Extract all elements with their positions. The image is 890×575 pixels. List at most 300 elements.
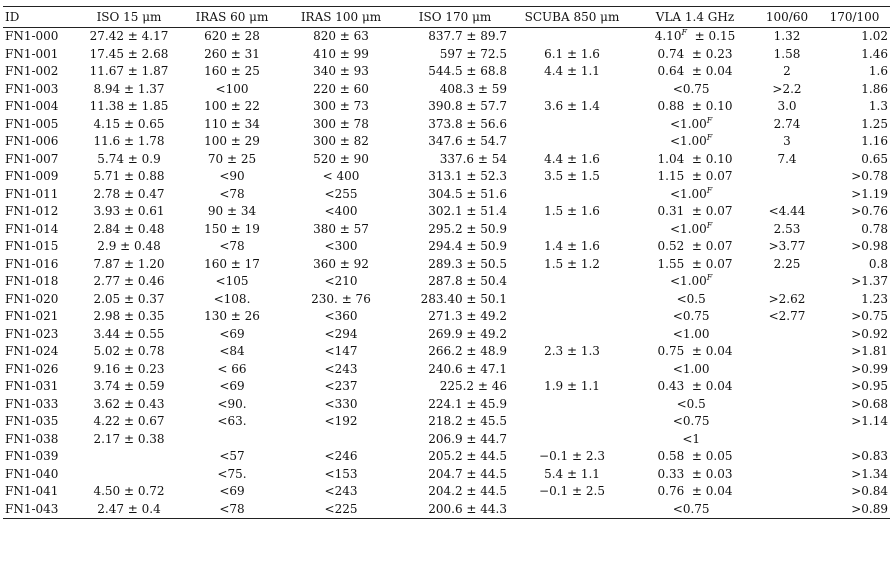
cell-iras60: <69 — [219, 326, 245, 341]
cell-id: FN1-023 — [5, 326, 59, 341]
cell-ratio-100-60 — [755, 343, 819, 361]
cell-iso15: 2.9 ± 0.48 — [97, 239, 161, 253]
vla-value: <0.5 — [676, 396, 706, 411]
cell-iso15: 27.42 ± 4.17 — [89, 29, 169, 43]
cell-vla14 — [635, 501, 755, 519]
cell-scuba850: 1.9 ± 1.1 — [544, 379, 600, 393]
vla-error: ± 0.07 — [691, 204, 733, 218]
cell-ratio-170-100: 1.16 — [861, 134, 888, 148]
vla-error: ± 0.10 — [691, 99, 733, 113]
cell-ratio-100-60: 3.0 — [777, 99, 797, 113]
vla-flag: F — [706, 133, 713, 142]
cell-iras60: 130 ± 26 — [204, 309, 260, 323]
cell-iso170: 373.8 ± 56.6 — [428, 116, 507, 131]
cell-iras100: < 400 — [322, 169, 360, 183]
cell-iso170: 271.3 ± 49.2 — [428, 309, 507, 323]
cell-iras60: <108. — [213, 291, 251, 306]
cell-id: FN1-039 — [5, 449, 59, 463]
cell-ratio-100-60: 2.74 — [773, 116, 801, 131]
cell-id: FN1-011 — [5, 186, 59, 201]
table-row — [3, 151, 890, 169]
cell-iras100: <294 — [324, 326, 358, 341]
cell-scuba850 — [509, 501, 635, 519]
cell-iso170: 204.7 ± 44.5 — [428, 466, 507, 481]
cell-iras100: <360 — [324, 309, 358, 323]
cell-vla14 — [635, 116, 755, 134]
cell-vla14 — [635, 98, 755, 116]
cell-id: FN1-035 — [5, 414, 59, 428]
cell-vla14 — [635, 448, 755, 466]
vla-error: ± 0.04 — [691, 344, 733, 358]
cell-iso170: 269.9 ± 49.2 — [428, 326, 507, 341]
cell-vla14 — [635, 378, 755, 396]
table-row — [3, 308, 890, 326]
cell-ratio-100-60: >2.2 — [772, 81, 802, 96]
cell-iras100: 300 ± 73 — [313, 99, 369, 113]
table-row — [3, 396, 890, 414]
cell-ratio-100-60: >3.77 — [768, 239, 806, 253]
cell-ratio-100-60: 1.58 — [773, 46, 801, 61]
cell-id: FN1-000 — [5, 29, 59, 43]
cell-id: FN1-041 — [5, 484, 59, 498]
vla-value: 0.75 — [657, 344, 685, 358]
cell-iso170: 240.6 ± 47.1 — [428, 361, 507, 376]
cell-iras60: <57 — [219, 449, 245, 463]
cell-ratio-170-100: 0.65 — [861, 151, 888, 166]
col-header-vla14: VLA 1.4 GHz — [635, 7, 755, 28]
cell-iras100: <243 — [324, 484, 358, 498]
cell-scuba850 — [509, 186, 635, 204]
vla-value: 0.74 — [657, 46, 685, 61]
cell-iras60: 110 ± 34 — [204, 116, 260, 131]
cell-iras100: 340 ± 93 — [313, 64, 369, 78]
cell-ratio-100-60: 7.4 — [777, 151, 797, 166]
cell-vla14 — [635, 168, 755, 186]
cell-iras60: 620 ± 28 — [204, 29, 260, 43]
cell-ratio-170-100: >1.19 — [851, 186, 888, 201]
cell-iras60: 150 ± 19 — [204, 221, 260, 236]
cell-iso170: 295.2 ± 50.9 — [428, 221, 507, 236]
cell-ratio-170-100: 1.6 — [868, 64, 888, 78]
cell-scuba850 — [509, 396, 635, 414]
cell-ratio-170-100 — [819, 431, 890, 449]
cell-scuba850: 6.1 ± 1.6 — [544, 46, 600, 61]
vla-value: <0.5 — [676, 291, 706, 306]
cell-iso170: 287.8 ± 50.4 — [428, 274, 507, 288]
cell-iras60: <63. — [217, 414, 247, 428]
col-header-ratio-100-60: 100/60 — [755, 7, 819, 28]
cell-iso15 — [75, 466, 183, 484]
cell-iras100: 300 ± 82 — [313, 134, 369, 148]
cell-vla14 — [635, 186, 755, 204]
cell-ratio-100-60: 2.25 — [773, 256, 801, 271]
table-row — [3, 186, 890, 204]
cell-scuba850: −0.1 ± 2.5 — [539, 484, 605, 498]
cell-iras60: 70 ± 25 — [207, 151, 257, 166]
cell-vla14 — [635, 151, 755, 169]
cell-id: FN1-009 — [5, 169, 59, 183]
cell-ratio-100-60 — [755, 413, 819, 431]
vla-flag: F — [706, 115, 713, 125]
cell-ratio-170-100: 0.8 — [868, 256, 888, 271]
cell-ratio-170-100: >1.34 — [851, 466, 888, 481]
table-row — [3, 46, 890, 64]
table-row — [3, 133, 890, 151]
col-header-iso170: ISO 170 μm — [401, 7, 509, 28]
cell-id: FN1-021 — [5, 309, 59, 323]
cell-iras100: 230. ± 76 — [311, 291, 371, 306]
cell-iso170: 597 ± 72.5 — [439, 46, 507, 61]
cell-ratio-170-100: >0.68 — [851, 396, 888, 411]
cell-scuba850 — [509, 361, 635, 379]
cell-iras100: <300 — [324, 239, 358, 253]
table-row — [3, 466, 890, 484]
table-row — [3, 413, 890, 431]
cell-iras60: 100 ± 29 — [204, 134, 260, 148]
cell-iras100: <237 — [324, 379, 358, 393]
cell-iso170: 837.7 ± 89.7 — [428, 29, 507, 43]
cell-id: FN1-006 — [5, 134, 59, 148]
cell-iras60 — [183, 431, 281, 449]
vla-value: 0.58 — [657, 449, 685, 463]
cell-ratio-100-60 — [755, 431, 819, 449]
cell-iras60: <90 — [219, 169, 245, 183]
cell-iso170: 302.1 ± 51.4 — [428, 204, 507, 218]
cell-vla14 — [635, 46, 755, 64]
cell-vla14 — [635, 238, 755, 256]
cell-iso15: 3.44 ± 0.55 — [93, 326, 165, 341]
table-row — [3, 256, 890, 274]
vla-value: 0.52 — [657, 239, 685, 253]
cell-iso15: 2.98 ± 0.35 — [93, 309, 165, 323]
cell-vla14 — [635, 291, 755, 309]
cell-iso170: 206.9 ± 44.7 — [428, 431, 507, 446]
vla-value: <1.00 — [670, 134, 707, 148]
cell-vla14 — [635, 431, 755, 449]
cell-ratio-100-60: <4.44 — [768, 204, 806, 218]
cell-scuba850 — [509, 308, 635, 326]
cell-iras60: 90 ± 34 — [207, 204, 257, 218]
vla-error: ± 0.05 — [691, 449, 733, 463]
table-row — [3, 326, 890, 344]
cell-vla14 — [635, 221, 755, 239]
cell-ratio-170-100: >0.98 — [851, 239, 888, 253]
cell-id: FN1-016 — [5, 256, 59, 271]
cell-ratio-170-100: >0.89 — [819, 501, 890, 519]
vla-value: 0.31 — [657, 204, 685, 218]
cell-iso15: 2.78 ± 0.47 — [93, 186, 165, 201]
cell-iso15: 4.50 ± 0.72 — [93, 484, 165, 498]
photometry-table — [3, 6, 890, 519]
cell-iras60: <105 — [215, 274, 249, 288]
cell-ratio-100-60: <2.77 — [768, 309, 806, 323]
cell-ratio-100-60: >2.62 — [768, 291, 806, 306]
vla-error: ± 0.07 — [691, 239, 733, 253]
vla-value: <1.00 — [670, 221, 707, 236]
cell-iso15: 2.05 ± 0.37 — [93, 291, 165, 306]
table-row — [3, 203, 890, 221]
col-header-scuba850: SCUBA 850 μm — [509, 7, 635, 28]
cell-iso170: 224.1 ± 45.9 — [428, 396, 507, 411]
table-row — [3, 273, 890, 291]
cell-scuba850 — [509, 133, 635, 151]
cell-id: FN1-003 — [5, 81, 59, 96]
cell-vla14 — [635, 326, 755, 344]
vla-value: 0.33 — [657, 466, 685, 481]
cell-scuba850 — [509, 81, 635, 99]
cell-vla14 — [635, 396, 755, 414]
cell-ratio-100-60 — [755, 273, 819, 291]
cell-ratio-170-100: >0.95 — [851, 379, 888, 393]
cell-iras60: <90. — [217, 396, 247, 411]
cell-iras100: 520 ± 90 — [313, 151, 369, 166]
cell-iso15: 2.17 ± 0.38 — [93, 431, 165, 446]
table-row — [3, 221, 890, 239]
col-header-ratio-170-100: 170/100 — [819, 7, 890, 28]
cell-id: FN1-024 — [5, 344, 59, 358]
cell-iras100: 820 ± 63 — [313, 29, 369, 43]
vla-value: <1 — [682, 431, 701, 446]
vla-value: <1.00 — [670, 186, 707, 201]
col-header-iras100: IRAS 100 μm — [281, 7, 401, 28]
cell-scuba850: 1.5 ± 1.2 — [544, 256, 600, 271]
cell-iso170: 289.3 ± 50.5 — [428, 256, 507, 271]
cell-id: FN1-007 — [5, 151, 59, 166]
cell-ratio-170-100: 0.78 — [861, 221, 888, 236]
cell-iras60: <69 — [219, 379, 245, 393]
cell-id: FN1-015 — [5, 239, 59, 253]
cell-iso170: 347.6 ± 54.7 — [428, 134, 507, 148]
cell-iras60: <78 — [219, 186, 245, 201]
cell-ratio-170-100: 1.3 — [868, 99, 888, 113]
vla-value: <1.00 — [672, 326, 710, 341]
cell-id: FN1-038 — [5, 431, 59, 446]
cell-vla14 — [635, 63, 755, 81]
cell-iras60: < 66 — [217, 361, 247, 376]
vla-error: ± 0.15 — [694, 29, 736, 43]
vla-value: 0.76 — [657, 484, 685, 498]
cell-iras100: <225 — [281, 501, 401, 519]
cell-iras60: <78 — [219, 239, 245, 253]
cell-iso15: 3.74 ± 0.59 — [93, 379, 165, 393]
col-header-iras60: IRAS 60 μm — [183, 7, 281, 28]
cell-ratio-170-100: 1.02 — [861, 29, 888, 43]
cell-scuba850: 4.4 ± 1.1 — [544, 64, 600, 78]
table-row — [3, 291, 890, 309]
cell-scuba850: −0.1 ± 2.3 — [539, 449, 605, 463]
cell-ratio-170-100: >0.92 — [851, 326, 888, 341]
cell-id: FN1-004 — [5, 99, 59, 113]
vla-value: 1.15 — [657, 169, 685, 183]
table-row — [3, 343, 890, 361]
cell-id: FN1-012 — [5, 204, 59, 218]
cell-iras60: <75. — [217, 466, 247, 481]
table-row — [3, 238, 890, 256]
cell-iso15: 5.02 ± 0.78 — [93, 344, 165, 358]
vla-error: ± 0.04 — [691, 484, 733, 498]
vla-value: <0.75 — [672, 81, 710, 96]
cell-iso15: 17.45 ± 2.68 — [89, 46, 169, 61]
cell-iso170: 266.2 ± 48.9 — [428, 344, 507, 358]
vla-value: 1.04 — [657, 151, 685, 166]
cell-iso15: 3.62 ± 0.43 — [93, 396, 165, 411]
cell-id: FN1-031 — [5, 379, 59, 393]
table-row — [3, 168, 890, 186]
cell-id: FN1-018 — [5, 274, 59, 288]
cell-ratio-100-60 — [755, 378, 819, 396]
cell-id: FN1-005 — [5, 116, 59, 131]
vla-error: ± 0.03 — [691, 466, 733, 481]
cell-ratio-170-100: >0.75 — [851, 309, 888, 323]
cell-ratio-170-100: >0.76 — [851, 204, 888, 218]
cell-iso170: 225.2 ± 46 — [439, 379, 507, 393]
cell-id: FN1-040 — [5, 466, 59, 481]
vla-error: ± 0.07 — [691, 256, 733, 271]
vla-value: <1.00 — [670, 274, 707, 288]
cell-scuba850 — [509, 326, 635, 344]
cell-id: FN1-002 — [5, 64, 59, 78]
vla-error: ± 0.04 — [691, 64, 733, 78]
cell-iso15: 5.74 ± 0.9 — [97, 151, 161, 166]
cell-id: FN1-026 — [5, 361, 59, 376]
cell-iras100: <153 — [324, 466, 358, 481]
cell-iras100: <400 — [324, 204, 358, 218]
cell-ratio-100-60 — [755, 501, 819, 519]
vla-value: <0.75 — [672, 414, 710, 428]
cell-iso170: 218.2 ± 45.5 — [428, 414, 507, 428]
cell-vla14 — [635, 308, 755, 326]
col-header-id: ID — [3, 7, 75, 28]
cell-iso170: 337.6 ± 54 — [439, 151, 507, 166]
vla-value: 1.55 — [657, 256, 685, 271]
cell-iras100: <330 — [324, 396, 358, 411]
cell-vla14 — [635, 343, 755, 361]
cell-ratio-170-100: >0.83 — [851, 449, 888, 463]
table-row — [3, 361, 890, 379]
cell-vla14 — [635, 81, 755, 99]
cell-scuba850 — [509, 413, 635, 431]
cell-iso15: 2.84 ± 0.48 — [93, 221, 165, 236]
cell-iras100: <246 — [324, 449, 358, 463]
cell-scuba850 — [509, 431, 635, 449]
cell-scuba850: 4.4 ± 1.6 — [544, 151, 600, 166]
cell-ratio-170-100: 1.23 — [861, 291, 888, 306]
table-row — [3, 81, 890, 99]
cell-vla14 — [635, 256, 755, 274]
vla-flag: F — [681, 28, 688, 37]
table-row — [3, 116, 890, 134]
col-header-iso15: ISO 15 μm — [75, 7, 183, 28]
cell-ratio-100-60 — [755, 168, 819, 186]
cell-iso15: 11.67 ± 1.87 — [89, 64, 169, 78]
cell-iras100: 360 ± 92 — [313, 256, 369, 271]
cell-scuba850: 3.6 ± 1.4 — [544, 99, 600, 113]
cell-iso170: 408.3 ± 59 — [439, 81, 507, 96]
table-row — [3, 98, 890, 116]
cell-iso15: 2.47 ± 0.4 — [75, 501, 183, 519]
cell-iso170: 304.5 ± 51.6 — [428, 186, 507, 201]
cell-scuba850: 1.4 ± 1.6 — [544, 239, 600, 253]
cell-iras100: <255 — [324, 186, 358, 201]
cell-iras100 — [281, 431, 401, 449]
cell-iras100: <192 — [324, 414, 358, 428]
header-row — [3, 7, 890, 28]
cell-iras100: <210 — [324, 274, 358, 288]
cell-vla14 — [635, 273, 755, 291]
vla-value: 0.43 — [657, 379, 685, 393]
vla-flag: F — [706, 273, 713, 282]
cell-iso170: 313.1 ± 52.3 — [428, 169, 507, 183]
cell-iso170: 390.8 ± 57.7 — [428, 99, 507, 113]
cell-ratio-100-60 — [755, 186, 819, 204]
table-row — [3, 378, 890, 396]
cell-iras60: <100 — [215, 81, 249, 96]
cell-ratio-170-100: 1.46 — [861, 46, 888, 61]
cell-iso15: 11.6 ± 1.78 — [93, 134, 165, 148]
cell-iso15: 9.16 ± 0.23 — [93, 361, 165, 376]
vla-value: <0.75 — [672, 501, 710, 516]
cell-iso170: 205.2 ± 44.5 — [428, 449, 507, 463]
cell-id: FN1-014 — [5, 221, 59, 236]
cell-iso15: 5.71 ± 0.88 — [93, 169, 165, 183]
cell-iso170: 204.2 ± 44.5 — [428, 484, 507, 498]
cell-scuba850: 2.3 ± 1.3 — [544, 344, 600, 358]
cell-iso15: 3.93 ± 0.61 — [93, 204, 165, 218]
cell-ratio-100-60 — [755, 448, 819, 466]
cell-iso15 — [75, 448, 183, 466]
cell-iso170: 294.4 ± 50.9 — [428, 239, 507, 253]
cell-iras60: <78 — [183, 501, 281, 519]
data-table-container — [3, 6, 888, 519]
vla-value: <1.00 — [670, 116, 707, 131]
vla-value: 0.64 — [657, 64, 685, 78]
cell-vla14 — [635, 133, 755, 151]
cell-ratio-170-100: >0.99 — [851, 361, 888, 376]
cell-iras60: <69 — [219, 484, 245, 498]
cell-scuba850: 5.4 ± 1.1 — [544, 466, 600, 481]
cell-scuba850 — [509, 291, 635, 309]
cell-iras100: 300 ± 78 — [313, 116, 369, 131]
vla-error: ± 0.07 — [691, 169, 733, 183]
cell-ratio-100-60: 3 — [783, 134, 791, 148]
cell-vla14 — [635, 466, 755, 484]
cell-ratio-170-100: >1.37 — [851, 274, 888, 288]
cell-ratio-170-100: >1.14 — [851, 414, 888, 428]
vla-value: 4.10 — [654, 29, 682, 43]
cell-ratio-100-60: 1.32 — [773, 29, 801, 43]
cell-vla14 — [635, 483, 755, 501]
cell-iras60: 100 ± 22 — [204, 99, 260, 113]
table-row — [3, 431, 890, 449]
cell-iso15: 4.22 ± 0.67 — [93, 414, 165, 428]
cell-ratio-100-60 — [755, 326, 819, 344]
cell-ratio-100-60: 2.53 — [773, 221, 801, 236]
cell-iso170: 283.40 ± 50.1 — [420, 291, 507, 306]
table-row — [3, 501, 890, 519]
table-row — [3, 63, 890, 81]
vla-value: <1.00 — [672, 361, 710, 376]
cell-vla14 — [635, 28, 755, 46]
cell-ratio-100-60 — [755, 361, 819, 379]
cell-iras100: <147 — [324, 344, 358, 358]
vla-flag: F — [706, 220, 713, 230]
cell-scuba850 — [509, 221, 635, 239]
cell-ratio-170-100: >0.78 — [851, 169, 888, 183]
cell-iso15: 11.38 ± 1.85 — [89, 99, 169, 113]
cell-scuba850: 1.5 ± 1.6 — [544, 204, 600, 218]
vla-flag: F — [706, 185, 713, 195]
cell-vla14 — [635, 203, 755, 221]
